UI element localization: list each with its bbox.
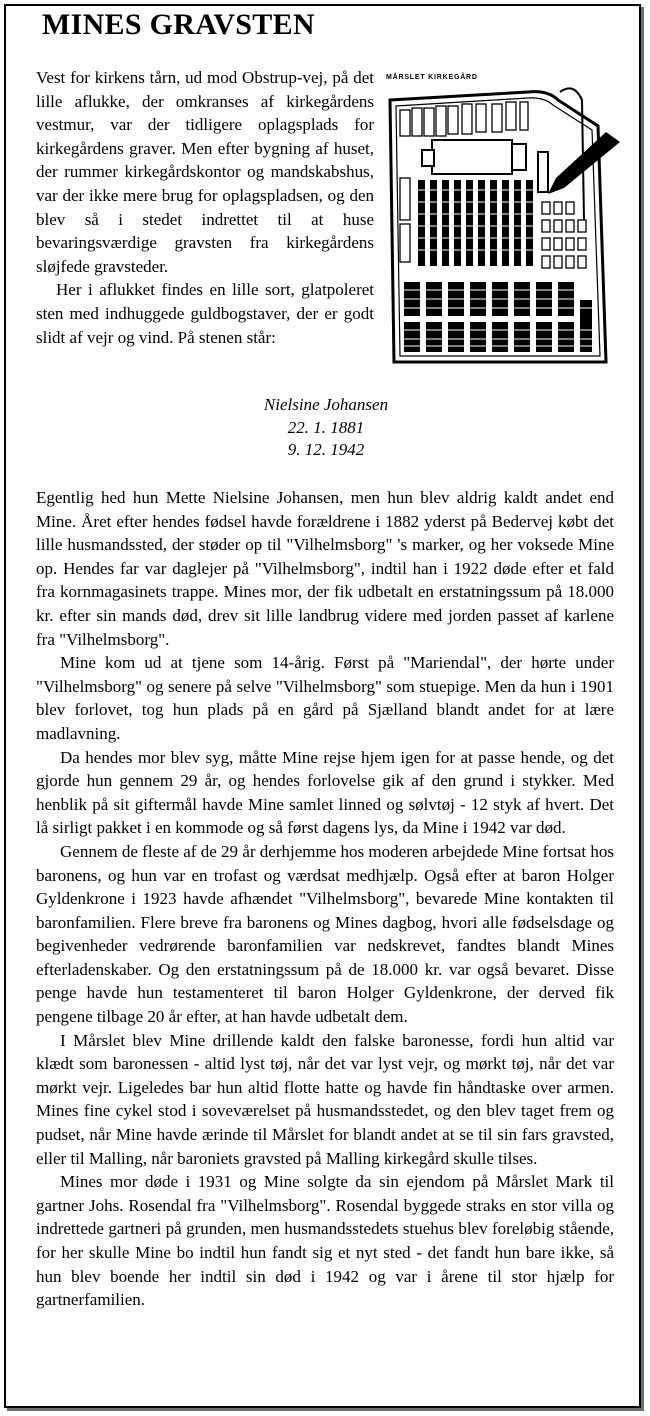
map-label: MÅRSLET KIRKEGÅRD [386, 74, 478, 81]
body-paragraph: Mine kom ud at tjene som 14-årig. Først på "Mariendal", der hørte under "Vilhelmsborg" og senere på selve "Vilhelmsborg" som stuepige. Men da hun i 1901 blev forlovet, tog hun plads på en gård på Sjælland blandt andet for at lære madlavning. [36, 653, 614, 743]
body-paragraph: Mines mor døde i 1931 og Mine solgte da sin ejendom på Mårslet Mark til gartner Johs. Rosendal fra "Vilhelmsborg". Rosendal byggede straks en stor villa og indrettede gartneri på grunden, men husmandsstedets stuehus blev foreløbig stående, for her skulle Mine bo indtil hun fandt sig et nyt sted - det fandt hun bare ikke, så hun blev boende her indtil sin død i 1942 og var i årene til stor hjælp for gartnerfamilien. [36, 1172, 614, 1310]
inscription-born: 22. 1. 1881 [287, 417, 365, 437]
body-paragraph: Da hendes mor blev syg, måtte Mine rejse hjem igen for at passe hende, og det gjorde hun gennem 29 år, og hendes forlovelse gik af den grund i stykker. Med henblik på sit giftermål havde Mine samlet linned og sølvtøj - 12 styk af hvert. Det lå sirligt pakket i en kommode og så først dagens lys, da Mine i 1942 var død. [36, 747, 614, 838]
page-title: MINES GRAVSTEN [42, 8, 315, 41]
intro-paragraph: Vest for kirkens tårn, ud mod Obstrup-vej, på det lille aflukke, der omkranses af kirkegårdens vestmur, var der tidligere oplagsplads for kirkegårdens graver. Men efter bygning af huset, der rummer kirkegårdskontor og mandskabshus, var der ikke mere brug for oplagspladsen, og den blev så i stedet indrettet til at huse bevaringsværdige gravsten fra kirkegårdens sløjfede gravsteder. [36, 68, 374, 276]
inscription-died: 9. 12. 1942 [287, 440, 365, 459]
inscription-name: Nielsine Johansen [263, 395, 389, 414]
intro-text [36, 66, 374, 349]
body-paragraph: Gennem de fleste af de 29 år derhjemme hos moderen arbejdede Mine fortsat hos baronens, og hun var en trofast og værdsat medhjælp. Også efter at baron Holger Gyldenkrone i 1923 havde afhændet "Vilhelmsborg", bevarede Mine kontakten til baronfamilien. Flere breve fra baronens og Mines dagbog, hvori alle fødselsdage og begivenheder vedrørende baronfamilien var nedskrevet, fandtes blandt Mines efterladenskaber. Og den erstatningssum på de 18.000 kr. var også bevaret. Disse penge havde hun testamenteret til baron Holger Gyldenkrone, der derved fik pengene tilbage 20 år efter, at han havde udbetalt dem. [36, 841, 614, 1027]
body-paragraph: I Mårslet blev Mine drillende kaldt den falske baronesse, fordi hun altid var klædt som baronessen - altid lyst tøj, når det var lyst vejr, og mørkt tøj, når det var mørkt vejr. Ligeledes bar hun altid flotte hatte og havde fin håndtaske over armen. Mines fine cykel stod i soveværelset på husmandsstedet, og den blev taget frem og pudset, når Mine havde ærinde til Mårslet for blandt andet at se til sin fars gravsted, eller til Malling, når baroniets gravsted på Malling kirkegård skulle tilses. [36, 1030, 614, 1168]
churchyard-map [378, 70, 626, 370]
body-paragraph: Egentlig hed hun Mette Nielsine Johansen, men hun blev aldrig kaldt andet end Mine. Året efter hendes fødsel havde forældrene i 1882 yderst på Bedervej købt det lille husmandssted, der støder op til "Vilhelmsborg" 's marker, og her voksede Mine op. Hendes far var daglejer på "Vilhelmsborg", indtil han i 1922 døde efter et fald fra kornmagasinets trappe. Mines mor, der fik udbetalt en erstatningssum på 18.000 kr. efter sin mands død, drev sit lille landbrug videre med jorden passet af karlene fra "Vilhelmsborg". [36, 488, 614, 649]
article-body [36, 486, 614, 1312]
churchyard-map-drawing [378, 70, 626, 370]
intro-paragraph: Her i aflukket findes en lille sort, glatpoleret sten med indhuggede guldbogstaver, der er godt slidt af vejr og vind. På stenen står: [36, 280, 374, 347]
gravestone-inscription [200, 394, 452, 462]
